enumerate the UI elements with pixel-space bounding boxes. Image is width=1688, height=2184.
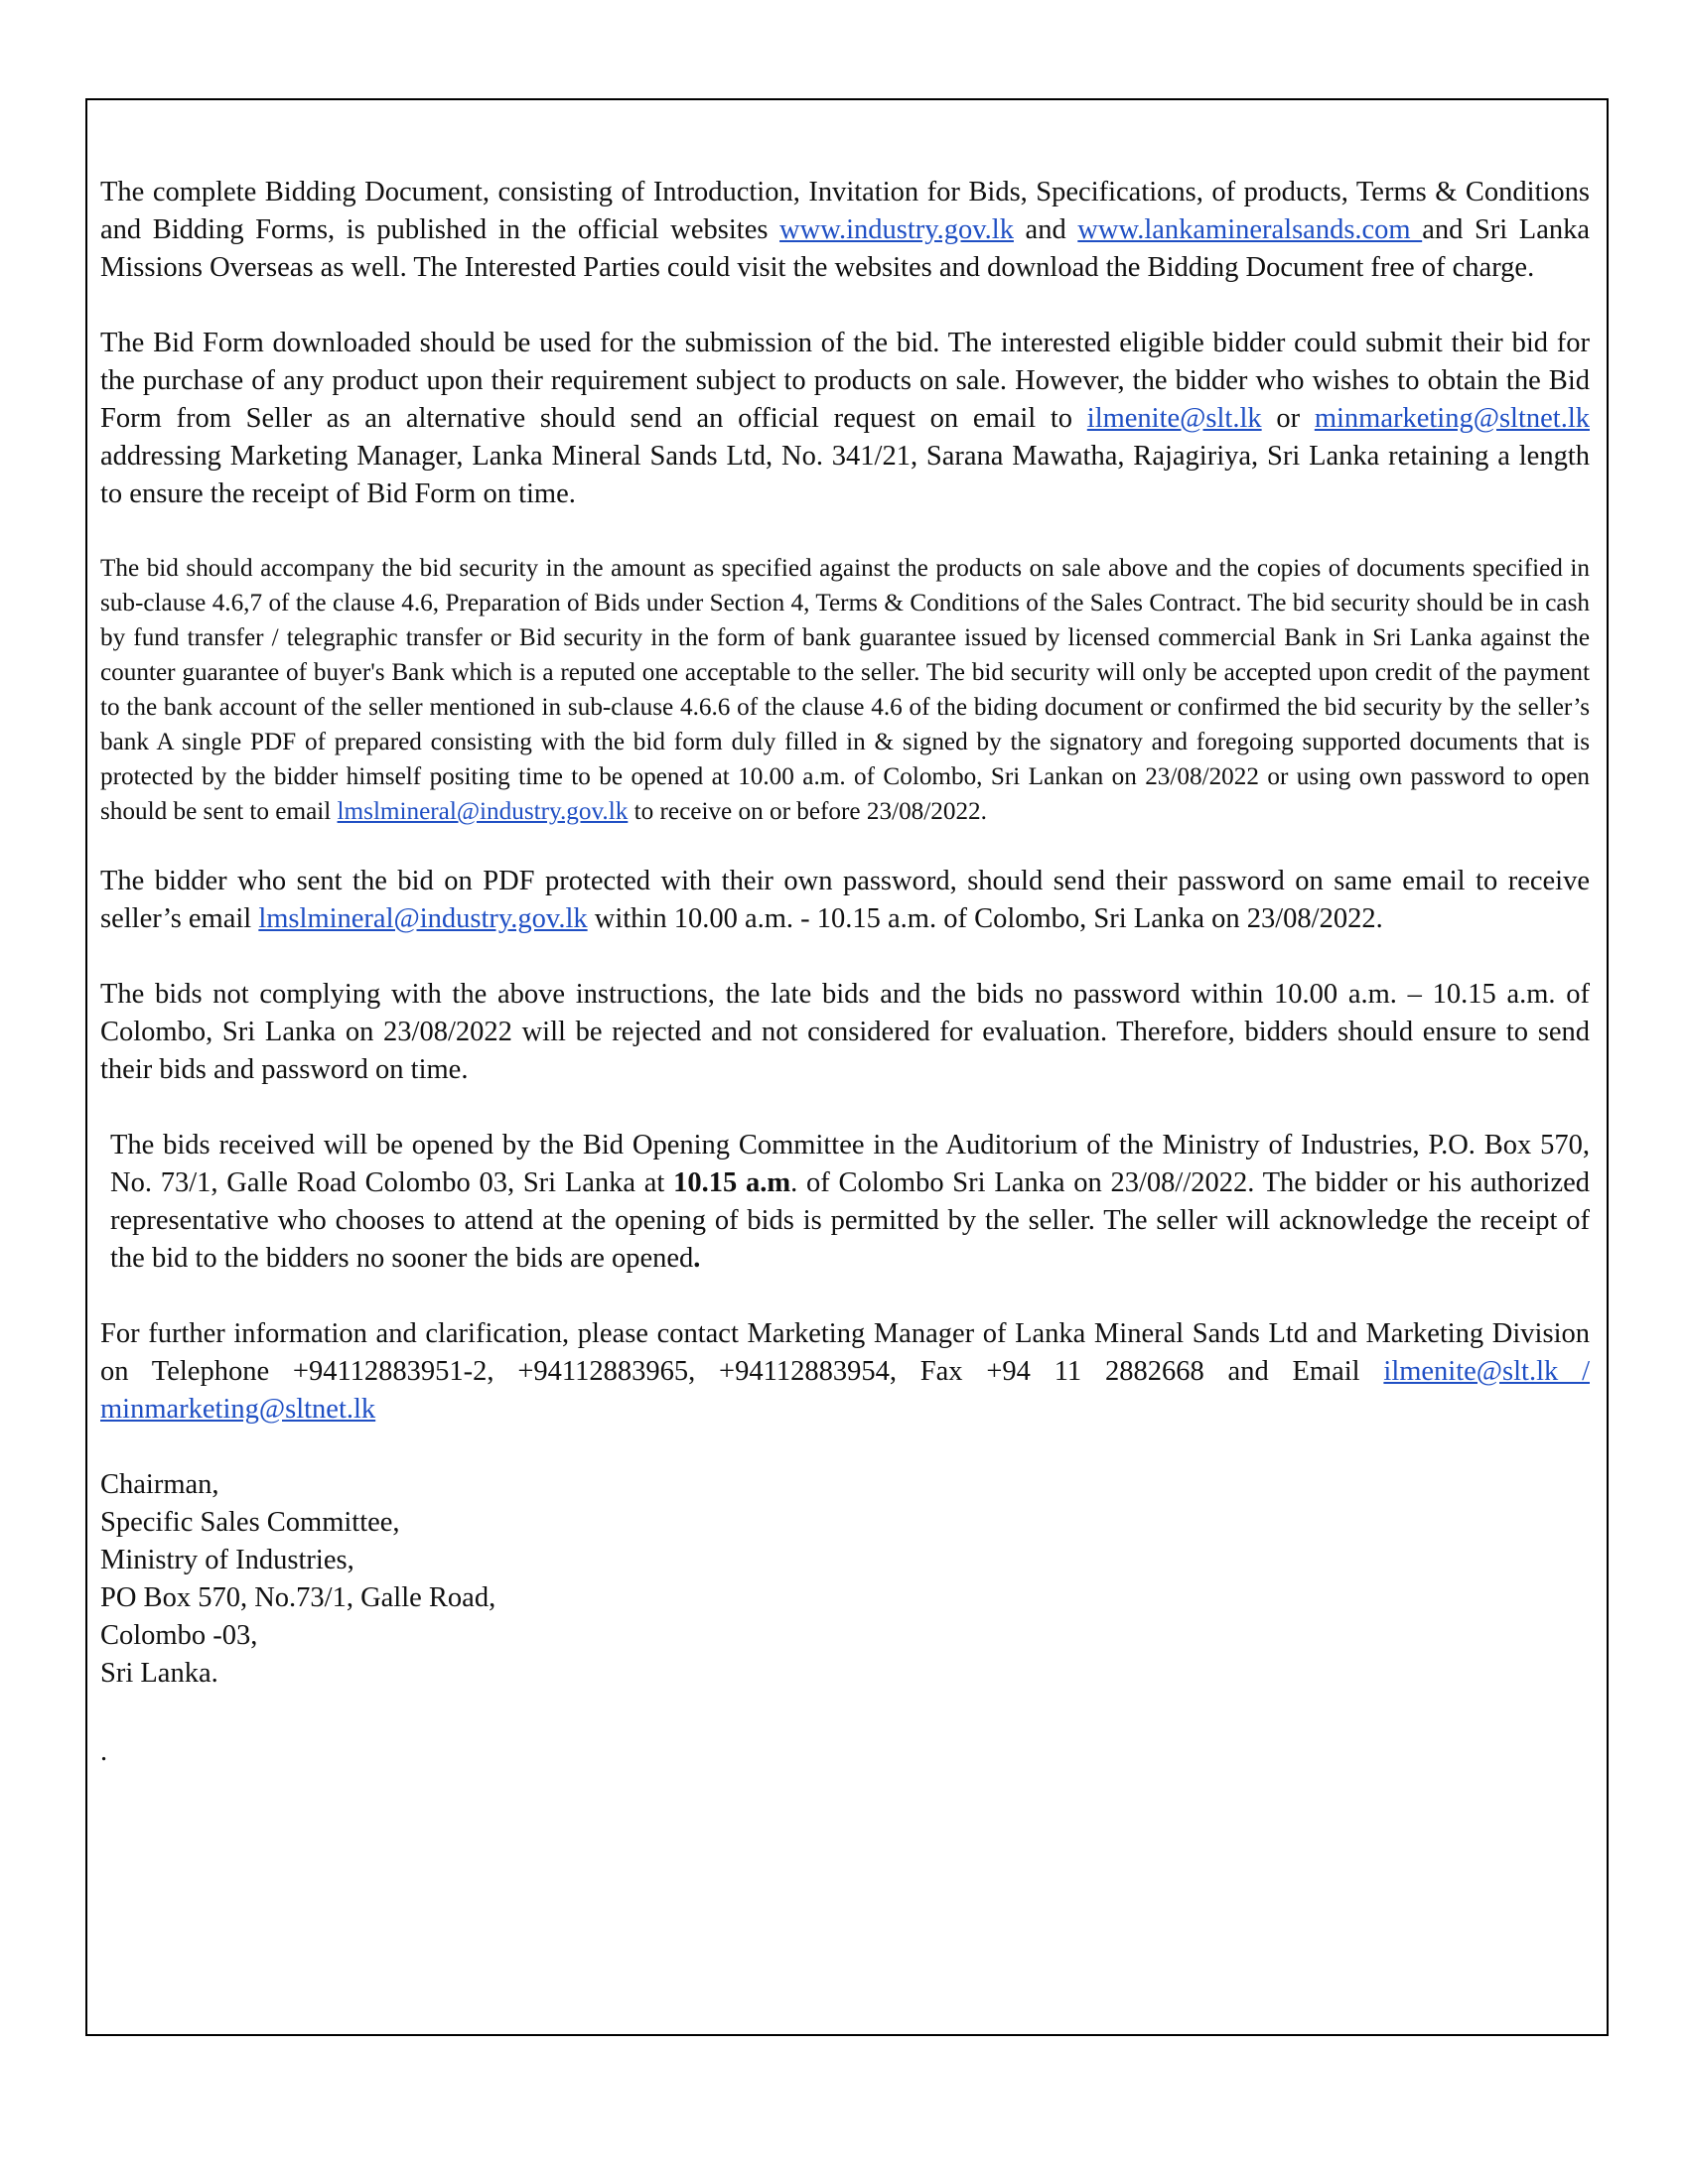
paragraph-bidding-document bbox=[100, 174, 1590, 287]
ilmenite-email-link[interactable]: ilmenite@slt.lk bbox=[1086, 403, 1262, 434]
minmarketing-email-link[interactable]: minmarketing@sltnet.lk bbox=[1314, 403, 1590, 434]
signature-committee: Specific Sales Committee, bbox=[100, 1507, 400, 1538]
text: to receive on or before 23/08/2022. bbox=[628, 798, 987, 825]
signature-address: PO Box 570, No.73/1, Galle Road, bbox=[100, 1582, 496, 1613]
text: The bidder who sent the bid on PDF protected with their own password, should send their password on same email to receive seller’s email bbox=[100, 866, 1590, 934]
text: The bids not complying with the above instructions, the late bids and the bids no password within 10.00 a.m. – 10.15 a.m. of Colombo, Sri Lanka on 23/08/2022 will be rejected and not considered for evaluation. Therefore, bidders should ensure to send their bids and password on time. bbox=[100, 979, 1590, 1085]
signature-country: Sri Lanka. bbox=[100, 1658, 218, 1689]
text: The bids received will be opened by the Bid Opening Committee in the Auditorium of the Ministry of Industries, P.O. Box 570, No. 73/1, Galle Road Colombo 03, Sri Lanka at bbox=[110, 1130, 1590, 1198]
lmslmineral-email-link[interactable]: lmslmineral@industry.gov.lk bbox=[258, 903, 588, 934]
trailing-dot: . bbox=[100, 1736, 108, 1767]
signature-city: Colombo -03, bbox=[100, 1620, 258, 1651]
paragraph-bid-security bbox=[100, 551, 1590, 829]
paragraph-contact bbox=[100, 1315, 1590, 1429]
bold-period: . bbox=[693, 1243, 701, 1274]
signature-ministry: Ministry of Industries, bbox=[100, 1545, 354, 1575]
text: The complete Bidding Document, consisting of Introduction, Invitation for Bids, Specifications, of products, Terms & Conditions and Bidding Forms, is published in the official websites bbox=[100, 177, 1590, 245]
paragraph-rejection bbox=[100, 976, 1590, 1089]
paragraph-bid-form bbox=[100, 325, 1590, 513]
lmslmineral-email-link[interactable]: lmslmineral@industry.gov.lk bbox=[337, 798, 629, 825]
signature-title: Chairman, bbox=[100, 1469, 219, 1500]
text: The bid should accompany the bid security in the amount as specified against the products on sale above and the copies of documents specified in sub-clause 4.6,7 of the clause 4.6, Preparation of Bids under Section 4, Terms & Conditions of the Sales Contract. The bid security should be in cash by fund transfer / telegraphic transfer or Bid security in the form of bank guarantee issued by licensed commercial Bank in Sri Lanka against the counter guarantee of buyer's Bank which is a reputed one acceptable to the seller. The bid security will only be accepted upon credit of the payment to the bank account of the seller mentioned in sub-clause 4.6.6 of the clause 4.6 of the biding document or confirmed the bid security by the seller’s bank A single PDF of prepared consisting with the bid form duly filled in & signed by the signatory and foregoing supported documents that is protected by the bidder himself positing time to be opened at 10.00 a.m. of Colombo, Sri Lankan on 23/08/2022 or using own password to open should be sent to email bbox=[100, 555, 1590, 825]
paragraph-password bbox=[100, 863, 1590, 938]
ilmenite-email-link[interactable]: ilmenite@slt.lk / bbox=[1383, 1356, 1590, 1387]
text: or bbox=[1261, 403, 1315, 434]
paragraph-bid-opening bbox=[100, 1127, 1590, 1278]
text: The Bid Form downloaded should be used for the submission of the bid. The interested eligible bidder could submit their bid for the purchase of any product upon their requirement subject to products on sale. However, the bidder who wishes to obtain the Bid Form from Seller as an alternative should send an official request on email to bbox=[100, 328, 1590, 434]
text: . of Colombo Sri Lanka on 23/08//2022. The bidder or his authorized representative who chooses to attend at the opening of bids is permitted by the seller. The seller will acknowledge the receipt of the bid to the bidders no sooner the bids are opened bbox=[110, 1167, 1591, 1274]
lankamineralsands-website-link[interactable]: www.lankamineralsands.com bbox=[1077, 214, 1423, 245]
bold-time: 10.15 a.m bbox=[673, 1167, 791, 1198]
minmarketing-email-link[interactable]: minmarketing@sltnet.lk bbox=[100, 1394, 376, 1425]
industry-website-link[interactable]: www.industry.gov.lk bbox=[779, 214, 1014, 245]
text: and bbox=[1013, 214, 1078, 245]
signature-block bbox=[100, 1466, 1590, 1693]
text: and Sri Lanka Missions Overseas as well. The Interested Parties could visit the websites and download the Bidding Document free of charge. bbox=[100, 214, 1591, 283]
text: within 10.00 a.m. - 10.15 a.m. of Colombo, Sri Lanka on 23/08/2022. bbox=[587, 903, 1383, 934]
document-body bbox=[100, 174, 1590, 1768]
text: addressing Marketing Manager, Lanka Mineral Sands Ltd, No. 341/21, Sarana Mawatha, Rajagiriya, Sri Lanka retaining a length to ensure the receipt of Bid Form on time. bbox=[100, 441, 1590, 509]
text: For further information and clarification, please contact Marketing Manager of Lanka Mineral Sands Ltd and Marketing Division on Telephone +94112883951-2, +94112883965, +94112883954, Fax +94 11 2882668 and Email bbox=[100, 1318, 1590, 1387]
